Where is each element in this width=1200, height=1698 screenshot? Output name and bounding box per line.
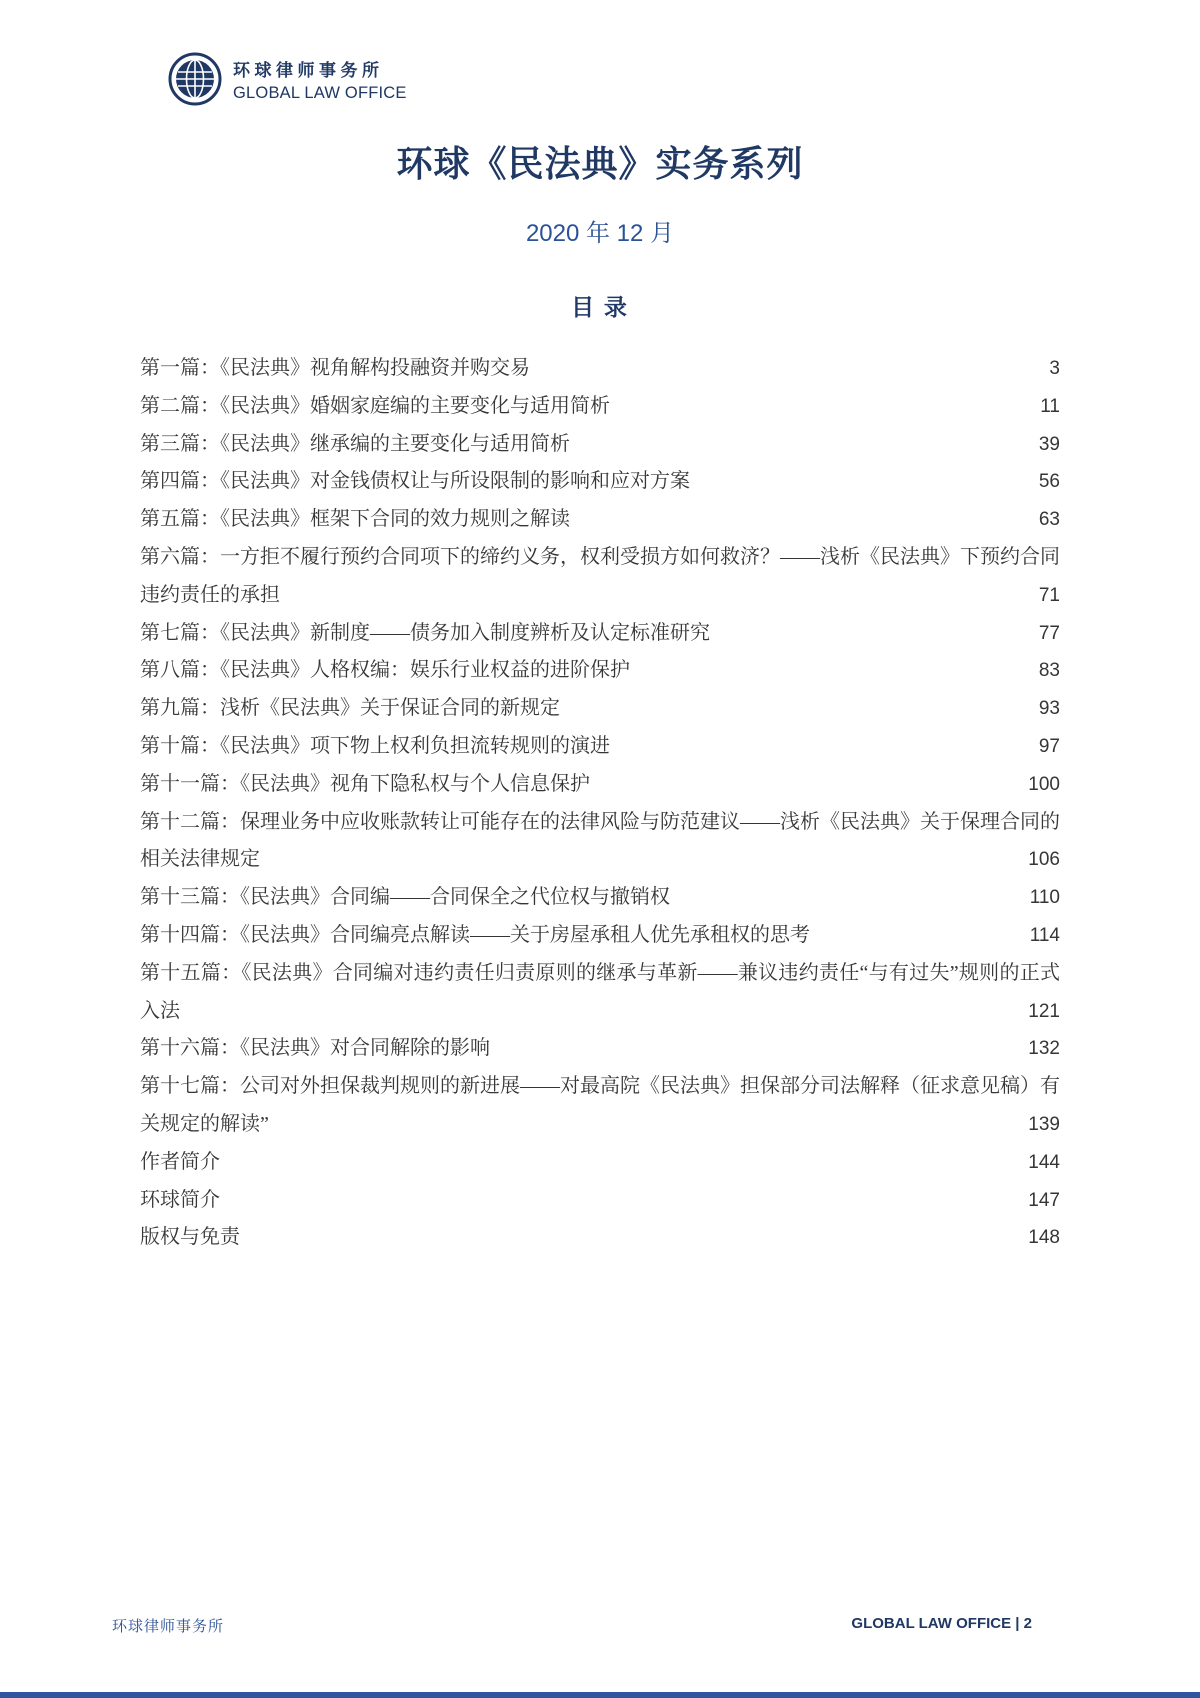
toc-heading: 目 录 bbox=[571, 295, 629, 320]
toc-entry[interactable] bbox=[140, 728, 1060, 766]
toc-entry[interactable] bbox=[140, 463, 1060, 501]
toc-entry-page: 97 bbox=[1033, 728, 1060, 766]
toc-entry-page: 132 bbox=[1022, 1030, 1060, 1068]
toc-entry-page: 77 bbox=[1033, 615, 1060, 653]
toc-entry[interactable] bbox=[140, 1030, 1060, 1068]
toc-entry-page: 100 bbox=[1022, 766, 1060, 804]
toc-entry-title: 第五篇：《民法典》框架下合同的效力规则之解读 bbox=[140, 508, 570, 531]
toc-entry-title: 第十七篇：公司对外担保裁判规则的新进展——对最高院《民法典》担保部分司法解释（征求意见稿）有关规定的解读” bbox=[140, 1075, 1060, 1135]
toc-entry-title: 第十六篇：《民法典》对合同解除的影响 bbox=[140, 1037, 490, 1060]
globe-icon bbox=[168, 52, 222, 106]
toc-entry-title: 第八篇：《民法典》人格权编：娱乐行业权益的进阶保护 bbox=[140, 659, 630, 682]
toc-entry-title: 第十四篇：《民法典》合同编亮点解读——关于房屋承租人优先承租权的思考 bbox=[140, 923, 810, 946]
toc-entry-title: 环球简介 bbox=[140, 1188, 220, 1211]
toc-entry[interactable] bbox=[140, 1182, 1060, 1220]
toc-entry-page: 121 bbox=[1022, 993, 1060, 1031]
toc-entry-page: 144 bbox=[1022, 1144, 1060, 1182]
toc-entry-title: 第七篇：《民法典》新制度——债务加入制度辨析及认定标准研究 bbox=[140, 621, 710, 644]
toc-entry[interactable] bbox=[140, 539, 1060, 615]
toc-entry-title: 第六篇：一方拒不履行预约合同项下的缔约义务，权利受损方如何救济？——浅析《民法典》下预约合同违约责任的承担 bbox=[140, 545, 1060, 606]
toc-entry-page: 93 bbox=[1033, 690, 1060, 728]
toc-entry[interactable] bbox=[140, 388, 1060, 426]
toc-entry[interactable] bbox=[140, 615, 1060, 653]
toc-entry-title: 第四篇：《民法典》对金钱债权让与所设限制的影响和应对方案 bbox=[140, 470, 690, 493]
toc-entry-title: 第十二篇：保理业务中应收账款转让可能存在的法律风险与防范建议——浅析《民法典》关于保理合同的相关法律规定 bbox=[140, 810, 1060, 871]
toc-entry[interactable] bbox=[140, 917, 1060, 955]
toc-entry-title: 第三篇：《民法典》继承编的主要变化与适用简析 bbox=[140, 432, 570, 455]
toc-entry-title: 第十三篇：《民法典》合同编——合同保全之代位权与撤销权 bbox=[140, 886, 670, 909]
toc-entry[interactable] bbox=[140, 879, 1060, 917]
toc-entry-title: 第十篇：《民法典》项下物上权利负担流转规则的演进 bbox=[140, 734, 610, 757]
toc-entry-page: 71 bbox=[1033, 577, 1060, 615]
logo bbox=[168, 52, 407, 106]
toc-entry[interactable] bbox=[140, 1219, 1060, 1257]
toc-entry-title: 第九篇：浅析《民法典》关于保证合同的新规定 bbox=[140, 697, 560, 720]
toc-entry-title: 版权与免责 bbox=[140, 1226, 240, 1249]
toc-entry-page: 114 bbox=[1024, 917, 1060, 955]
toc-entry[interactable] bbox=[140, 804, 1060, 880]
toc-entry-page: 110 bbox=[1024, 879, 1060, 917]
toc-entry[interactable] bbox=[140, 350, 1060, 388]
toc-entry[interactable] bbox=[140, 652, 1060, 690]
toc-entry-page: 148 bbox=[1022, 1219, 1060, 1257]
logo-en-name: GLOBAL LAW OFFICE bbox=[233, 83, 407, 102]
toc-entry[interactable] bbox=[140, 766, 1060, 804]
toc-entry-page: 139 bbox=[1022, 1106, 1060, 1144]
toc-entry-title: 第一篇：《民法典》视角解构投融资并购交易 bbox=[140, 357, 530, 379]
logo-cn-name: 环球律师事务所 bbox=[233, 60, 384, 80]
toc-entry-page: 147 bbox=[1022, 1182, 1060, 1220]
toc-entry-page: 63 bbox=[1033, 501, 1060, 539]
toc-entry-page: 39 bbox=[1033, 426, 1060, 464]
toc-entry[interactable] bbox=[140, 1144, 1060, 1182]
toc-entry-title: 作者简介 bbox=[140, 1150, 220, 1173]
toc-entry-page: 83 bbox=[1033, 652, 1060, 690]
toc-entry-page: 106 bbox=[1022, 841, 1060, 879]
document-date: 2020 年 12 月 bbox=[525, 220, 675, 247]
toc-entry-page: 56 bbox=[1033, 463, 1060, 501]
toc-entry[interactable] bbox=[140, 426, 1060, 464]
toc-entry[interactable] bbox=[140, 955, 1060, 1031]
toc-entry[interactable] bbox=[140, 690, 1060, 728]
footer-page-indicator: GLOBAL LAW OFFICE | 2 bbox=[851, 1615, 1032, 1632]
footer-firm-name: 环球律师事务所 bbox=[112, 1618, 225, 1635]
toc-list bbox=[140, 350, 1060, 1257]
toc-entry-title: 第二篇：《民法典》婚姻家庭编的主要变化与适用简析 bbox=[140, 394, 610, 417]
footer-accent-bar bbox=[0, 1692, 1200, 1698]
toc-entry[interactable] bbox=[140, 501, 1060, 539]
toc-entry-title: 第十五篇：《民法典》合同编对违约责任归责原则的继承与革新——兼议违约责任“与有过失”规则的正式入法 bbox=[140, 961, 1060, 1022]
logo-text bbox=[233, 56, 407, 103]
toc-entry-page: 3 bbox=[1043, 350, 1060, 388]
toc-entry-title: 第十一篇：《民法典》视角下隐私权与个人信息保护 bbox=[140, 772, 590, 795]
toc-entry[interactable] bbox=[140, 1068, 1060, 1144]
document-title: 环球《民法典》实务系列 bbox=[396, 144, 804, 184]
toc-entry-page: 11 bbox=[1034, 388, 1060, 426]
